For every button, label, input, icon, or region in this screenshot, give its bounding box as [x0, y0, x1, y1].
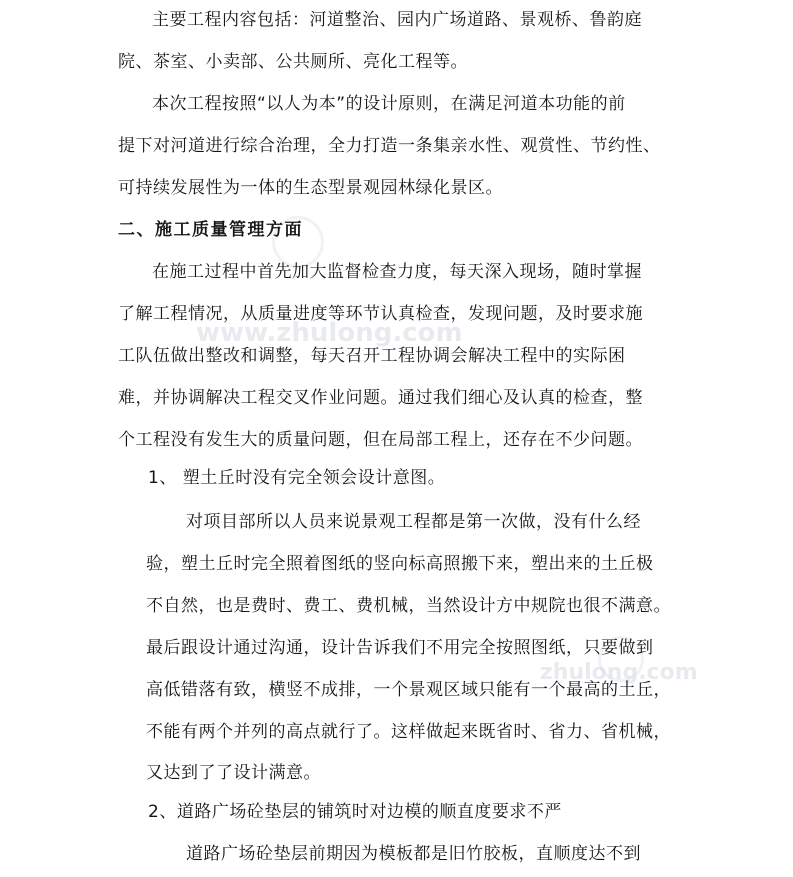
text-line: 验，塑土丘时完全照着图纸的竖向标高照搬下来，塑出来的土丘极 — [146, 554, 654, 574]
text-line: 最后跟设计通过沟通，设计告诉我们不用完全按照图纸，只要做到 — [146, 638, 654, 658]
watermark-text: www.zhulong.com — [196, 318, 463, 348]
text-line: 道路广场砼垫层前期因为模板都是旧竹胶板，直顺度达不到 — [186, 844, 641, 864]
text-line: 主要工程内容包括：河道整治、园内广场道路、景观桥、鲁韵庭 — [152, 10, 642, 30]
text-line: 院、茶室、小卖部、公共厕所、亮化工程等。 — [118, 52, 468, 72]
watermark-text: zhulong.com — [540, 660, 698, 685]
text-line: 不能有两个并列的高点就行了。这样做起来既省时、省力、省机械， — [146, 722, 671, 742]
text-line: 了解工程情况，从质量进度等环节认真检查，发现问题，及时要求施 — [118, 304, 643, 324]
text-line: 在施工过程中首先加大监督检查力度，每天深入现场，随时掌握 — [152, 262, 642, 282]
text-line: 本次工程按照“以人为本”的设计原则，在满足河道本功能的前 — [152, 94, 626, 114]
list-item-title: 2、道路广场砼垫层的铺筑时对边模的顺直度要求不严 — [148, 802, 562, 822]
text-line: 难，并协调解决工程交叉作业问题。通过我们细心及认真的检查，整 — [118, 388, 643, 408]
text-line: 高低错落有致，横竖不成排，一个景观区域只能有一个最高的土丘， — [146, 680, 671, 700]
text-line: 提下对河道进行综合治理，全力打造一条集亲水性、观赏性、节约性、 — [118, 136, 661, 156]
list-item-title: 1、 塑土丘时没有完全领会设计意图。 — [148, 468, 446, 488]
text-line: 又达到了了设计满意。 — [146, 763, 321, 783]
section-heading: 二、施工质量管理方面 — [118, 220, 303, 240]
text-line: 不自然，也是费时、费工、费机械，当然设计方中规院也很不满意。 — [146, 596, 671, 616]
text-line: 可持续发展性为一体的生态型景观园林绿化景区。 — [118, 178, 503, 198]
text-line: 对项目部所以人员来说景观工程都是第一次做，没有什么经 — [186, 512, 641, 532]
text-line: 个工程没有发生大的质量问题，但在局部工程上，还存在不少问题。 — [118, 430, 643, 450]
text-line: 工队伍做出整改和调整，每天召开工程协调会解决工程中的实际困 — [118, 346, 626, 366]
